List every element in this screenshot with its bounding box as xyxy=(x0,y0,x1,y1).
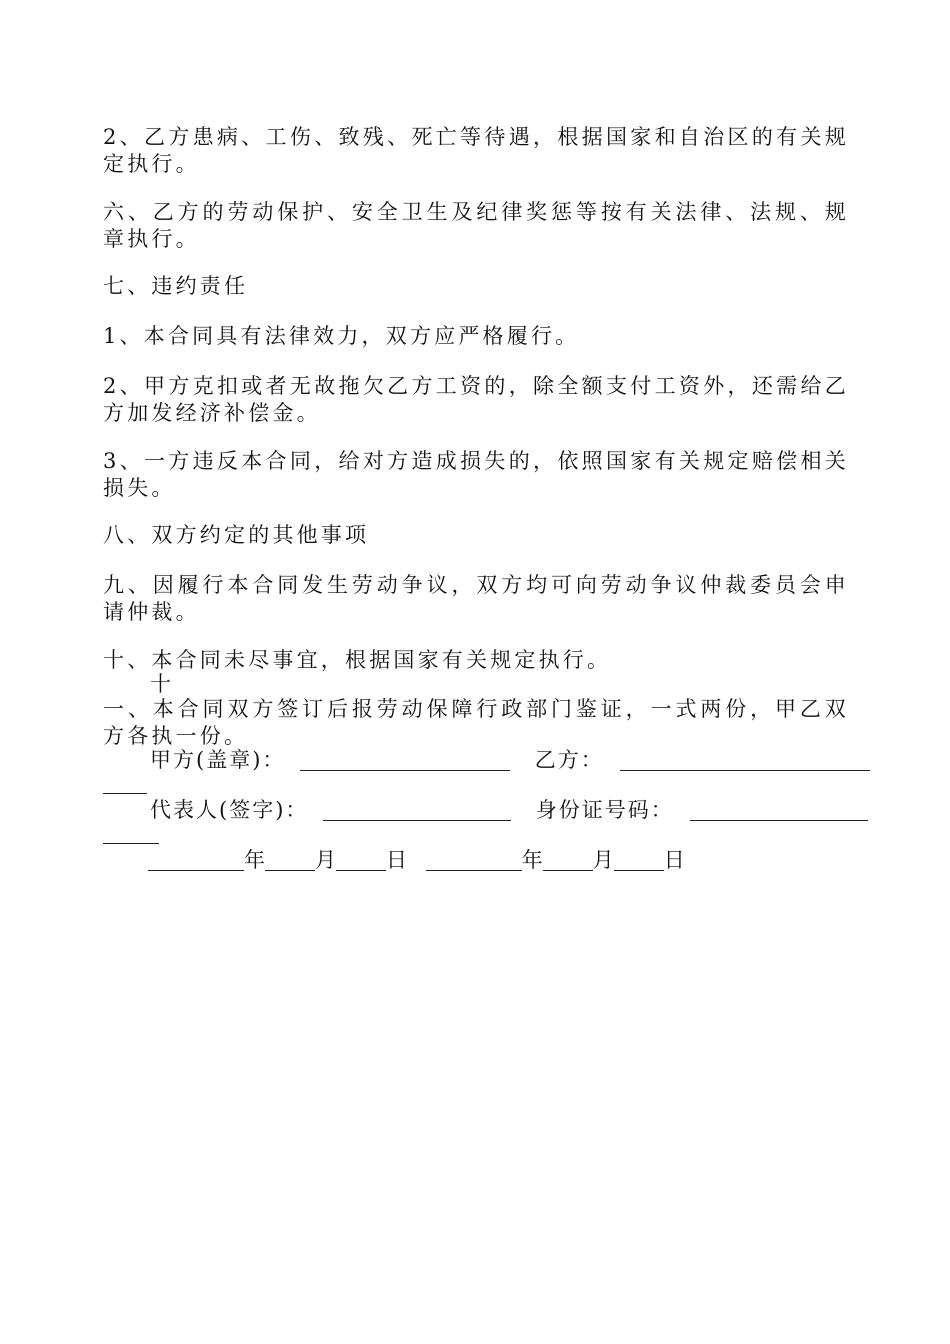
party-a-blank[interactable] xyxy=(300,750,510,771)
party-b-day-label: 日 xyxy=(663,848,685,872)
paragraph-clause-7-3: 3、一方违反本合同，给对方造成损失的，依照国家有关规定赔偿相关损失。 xyxy=(103,449,849,500)
paragraph-clause-11: 一、本合同双方签订后报劳动保障行政部门鉴证，一式两份，甲乙双方各执一份。 xyxy=(103,697,849,748)
heading-clause-8: 八、双方约定的其他事项 xyxy=(103,523,370,547)
id-number-label: 身份证号码： xyxy=(535,798,674,822)
representative-label: 代表人(签字)： xyxy=(150,798,309,822)
id-number-blank-continued[interactable] xyxy=(103,823,159,844)
clause-11-mark: 十 xyxy=(150,672,171,696)
signature-row-dates xyxy=(148,847,685,874)
party-a-month-blank[interactable] xyxy=(265,850,315,871)
id-number-blank[interactable] xyxy=(690,800,868,821)
paragraph-clause-6: 六、乙方的劳动保护、安全卫生及纪律奖惩等按有关法律、法规、规章执行。 xyxy=(103,200,849,251)
representative-blank[interactable] xyxy=(323,800,511,821)
paragraph-clause-9: 九、因履行本合同发生劳动争议，双方均可向劳动争议仲裁委员会申请仲裁。 xyxy=(103,573,849,624)
paragraph-clause-7-2: 2、甲方克扣或者无故拖欠乙方工资的，除全额支付工资外，还需给乙方加发经济补偿金。 xyxy=(103,374,849,425)
party-b-year-blank[interactable] xyxy=(426,850,522,871)
party-b-blank[interactable] xyxy=(620,750,870,771)
party-b-month-label: 月 xyxy=(592,848,614,872)
party-b-month-blank[interactable] xyxy=(543,850,593,871)
party-a-day-label: 日 xyxy=(386,848,407,872)
party-b-blank-continued[interactable] xyxy=(103,773,147,794)
party-a-month-label: 月 xyxy=(315,848,336,872)
signature-row-party xyxy=(150,747,870,774)
party-a-year-label: 年 xyxy=(244,848,265,872)
heading-clause-7: 七、违约责任 xyxy=(103,274,249,298)
party-a-day-blank[interactable] xyxy=(336,850,386,871)
paragraph-clause-10: 十、本合同未尽事宜，根据国家有关规定执行。 xyxy=(103,648,612,672)
paragraph-clause-7-1: 1、本合同具有法律效力，双方应严格履行。 xyxy=(103,324,580,348)
paragraph-treatment: 2、乙方患病、工伤、致残、死亡等待遇，根据国家和自治区的有关规定执行。 xyxy=(103,125,849,176)
party-b-day-blank[interactable] xyxy=(614,850,664,871)
party-b-year-label: 年 xyxy=(521,848,543,872)
party-b-label: 乙方： xyxy=(534,748,604,772)
party-a-label: 甲方(盖章)： xyxy=(150,748,286,772)
signature-row-representative xyxy=(150,797,868,824)
party-a-year-blank[interactable] xyxy=(148,850,244,871)
